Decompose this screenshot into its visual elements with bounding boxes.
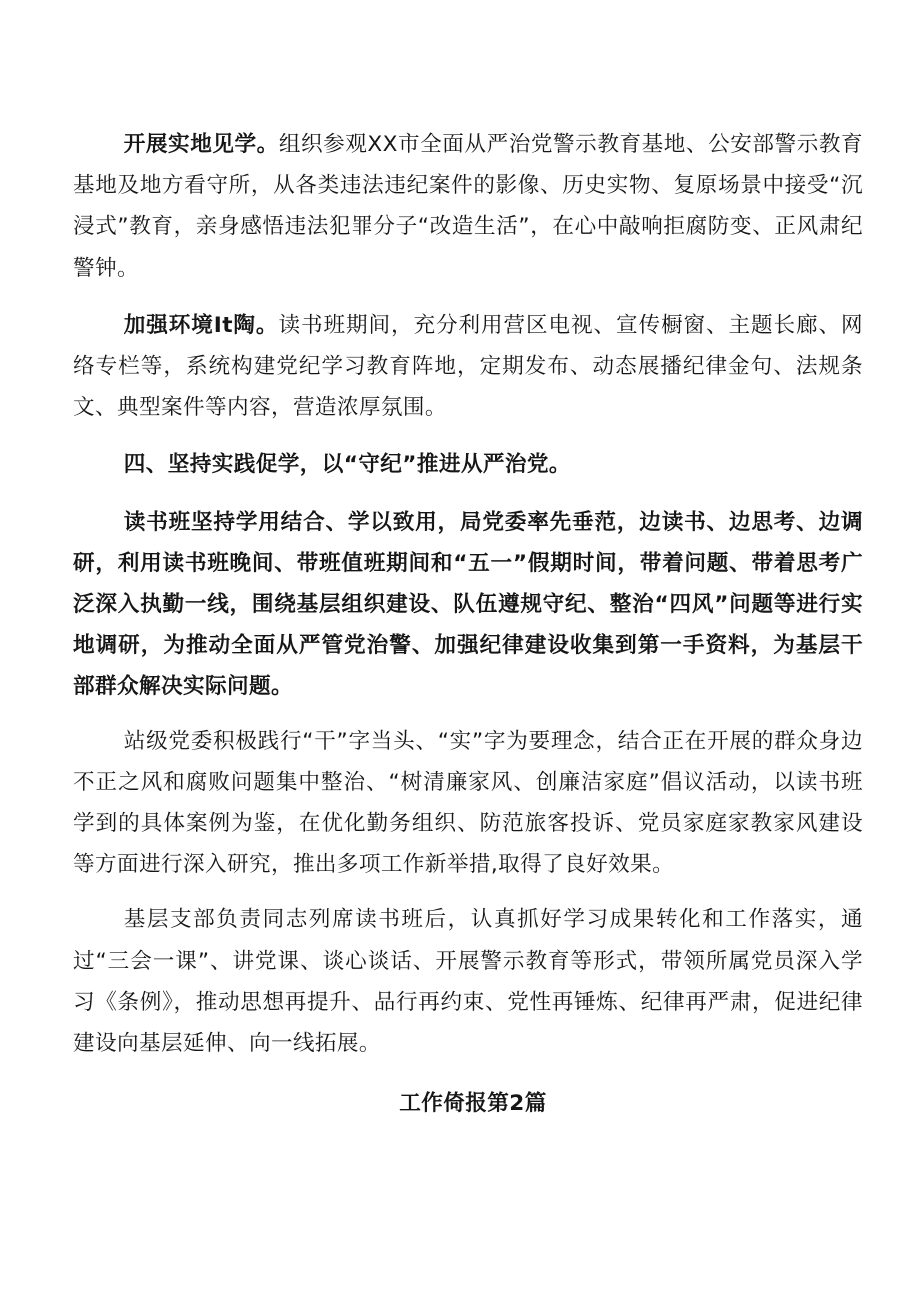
section-title: 工作倚报第2篇: [399, 1091, 547, 1117]
paragraph-text: 读书班坚持学用结合、学以致用，局党委率先垂范，边读书、边思考、边调研，利用读书班晚间、带班值班期间和“五一”假期时间，带着问题、带着思考广泛深入执勤一线，围绕基层组织建设、队伍遵规守纪、整治“四风”问题等进行实地调研，为推动全面从严管党治警、加强纪律建设收集到第一手资料，为基层干部群众解决实际问题。: [73, 509, 863, 700]
paragraph-reading-class: [73, 502, 863, 708]
paragraph-text: 站级党委积极践行“干”字当头、“实”字为要理念，结合正在开展的群众身边不正之风和腐败问题集中整治、“树清廉家风、创廉洁家庭”倡议活动，以读书班学到的具体案例为鉴，在优化勤务组织、防范旅客投诉、党员家庭家教家风建设等方面进行深入研究，推出多项工作新举措,取得了良好效果。: [73, 728, 863, 878]
paragraph-lead: 加强环境It陶。: [123, 312, 279, 338]
paragraph-text: 读书班期间，充分利用营区电视、宣传橱窗、主题长廊、网络专栏等，系统构建党纪学习教育阵地，定期发布、动态展播纪律金句、法规条文、典型案件等内容，营造浓厚氛围。: [73, 312, 863, 421]
section-heading-text: 四、坚持实践促学，以“守纪”推进从严治党。: [123, 452, 571, 478]
paragraph-text: 基层支部负责同志列席读书班后，认真抓好学习成果转化和工作落实，通过“三会一课”、讲党课、谈心谈话、开展警示教育等形式，带领所属党员深入学习《条例》，推动思想再提升、品行再约束、党性再锤炼、纪律再严肃，促进纪律建设向基层延伸、向一线拓展。: [73, 907, 863, 1057]
paragraph-station-committee: [73, 721, 863, 886]
paragraph-text: 组织参观XX市全面从严治党警示教育基地、公安部警示教育基地及地方看守所，从各类违法违纪案件的影像、历史实物、复原场景中接受“沉浸式”教育，亲身感悟违法犯罪分子“改造生活”，在心中敲响拒腐防变、正风肃纪警钟。: [73, 132, 863, 281]
paragraph-branch-leaders: [73, 899, 863, 1064]
section-heading-four: [73, 444, 863, 485]
paragraph-field-study: [73, 124, 863, 289]
paragraph-lead: 开展实地见学。: [123, 132, 279, 157]
document-page: [73, 124, 863, 1124]
paragraph-environment: [73, 305, 863, 429]
